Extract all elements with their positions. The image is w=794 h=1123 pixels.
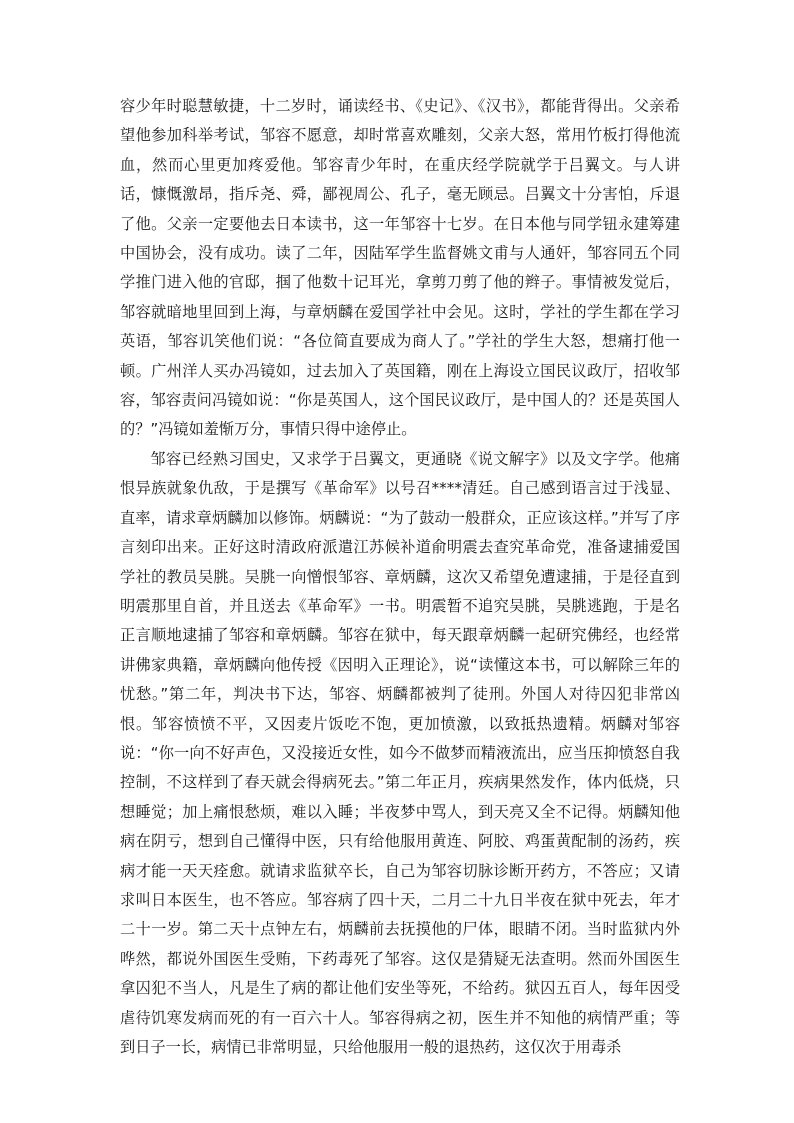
body-text bbox=[120, 92, 680, 1062]
paragraph-2: 邹容已经熟习国史，又求学于吕翼文，更通晓《说文解字》以及文字学。他痛恨异族就象仇敌，于是撰写《革命军》以号召****清廷。自己感到语言过于浅显、直率，请求章炳麟加以修饰。炳麟说：“为了鼓动一般群众，正应该这样。”并写了序言刻印出来。正好这时清政府派遣江苏候补道俞明震去查究革命党，准备逮捕爱国学社的教员吴朓。吴朓一向憎恨邹容、章炳麟，这次又希望免遭逮捕，于是径直到明震那里自首，并且送去《革命军》一书。明震暂不追究吴朓，吴朓逃跑，于是名正言顺地逮捕了邹容和章炳麟。邹容在狱中，每天跟章炳麟一起研究佛经，也经常讲佛家典籍，章炳麟向他传授《因明入正理论》，说“读懂这本书，可以解除三年的忧愁。”第二年，判决书下达，邹容、炳麟都被判了徒刑。外国人对待囚犯非常凶恨。邹容愤愤不平，又因麦片饭吃不饱，更加愤激，以致抵热遗精。炳麟对邹容说：“你一向不好声色，又没接近女性，如今不做梦而精液流出，应当压抑愤怒自我控制，不这样到了春天就会得病死去。”第二年正月，疾病果然发作，体内低烧，只想睡觉；加上痛恨愁烦，难以入睡；半夜梦中骂人，到天亮又全不记得。炳麟知他病在阴亏，想到自己懂得中医，只有给他服用黄连、阿胶、鸡蛋黄配制的汤药，疾病才能一天天痊愈。就请求监狱卒长，自己为邹容切脉诊断开药方，不答应；又请求叫日本医生，也不答应。邹容病了四十天，二月二十九日半夜在狱中死去，年才二十一岁。第二天十点钟左右，炳麟前去抚摸他的尸体，眼睛不闭。当时监狱内外哗然，都说外国医生受贿，下药毒死了邹容。这仅是猜疑无法查明。然而外国医生拿囚犯不当人，凡是生了病的都让他们安坐等死，不给药。狱囚五百人，每年因受虐待饥寒发病而死的有一百六十人。邹容得病之初，医生并不知他的病情严重；等到日子一长，病情已非常明显，只给他服用一般的退热药，这仅次于用毒杀 bbox=[120, 449, 680, 1056]
paragraph-1: 容少年时聪慧敏捷，十二岁时，诵读经书、《史记》、《汉书》，都能背得出。父亲希望他参加科举考试，邹容不愿意，却时常喜欢雕刻，父亲大怒，常用竹板打得他流血，然而心里更加疼爱他。邹容青少年时，在重庆经学院就学于吕翼文。与人讲话，慷慨激昂，指斥尧、舜，鄙视周公、孔子，毫无顾忌。吕翼文十分害怕，斥退了他。父亲一定要他去日本读书，这一年邹容十七岁。在日本他与同学钮永建筹建中国协会，没有成功。读了二年，因陆军学生监督姚文甫与人通奸，邹容同五个同学推门进入他的官邸，掴了他数十记耳光，拿剪刀剪了他的辫子。事情被发觉后，邹容就暗地里回到上海，与章炳麟在爱国学社中会见。这时，学社的学生都在学习英语，邹容讥笑他们说：“各位简直要成为商人了。”学社的学生大怒，想痛打他一顿。广州洋人买办冯镜如，过去加入了英国籍，刚在上海设立国民议政厅，招收邹容，邹容责问冯镜如说：“你是英国人，这个国民议政厅，是中国人的？还是英国人的？”冯镜如羞惭万分，事情只得中途停止。 bbox=[120, 97, 680, 439]
